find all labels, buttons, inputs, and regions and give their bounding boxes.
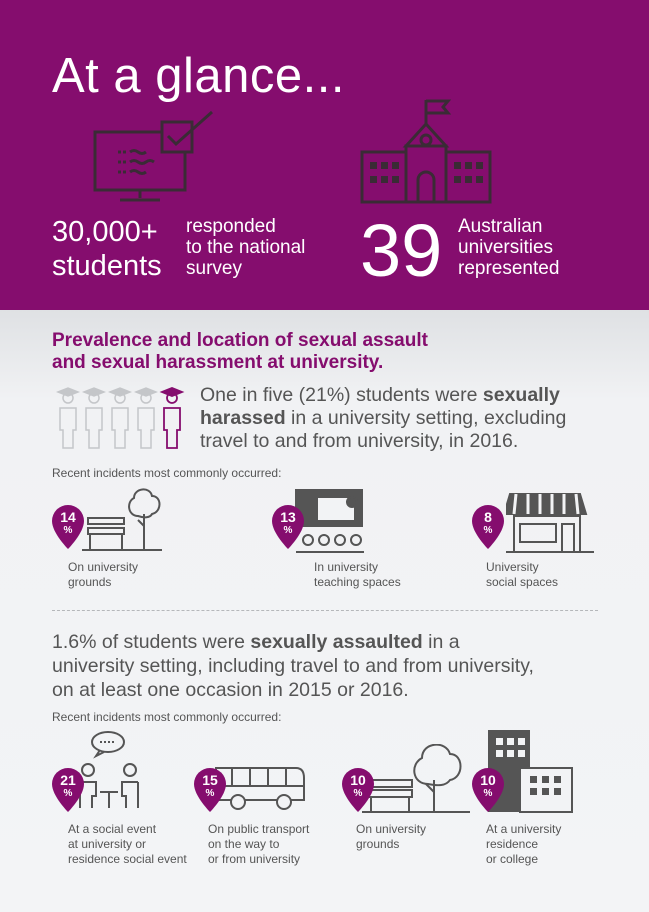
students-label: students (52, 250, 162, 282)
caption-line-2: at university or (68, 837, 147, 851)
bus-icon (212, 764, 308, 814)
heading-line-2: and sexual harassment at university. (52, 352, 384, 373)
assault-incidents-label: Recent incidents most commonly occurred: (52, 710, 282, 724)
responded-line-1: responded (186, 216, 276, 237)
pin-value: 21 (60, 772, 76, 788)
pin-value: 10 (480, 772, 496, 788)
page-title: At a glance... (52, 49, 346, 103)
university-building-icon (358, 96, 494, 208)
harassment-teaching-caption (314, 560, 401, 590)
universities-line-1: Australian (458, 216, 543, 237)
caption-line-2: on the way to (208, 837, 280, 851)
survey-computer-icon (90, 110, 215, 202)
pin-value: 14 (60, 509, 76, 525)
assault-line-3: on at least one occasion in 2015 or 2016. (52, 679, 409, 701)
harassment-bold-1: sexually (482, 384, 560, 406)
harassment-statistic (200, 384, 566, 453)
harassment-bold-2: harassed (200, 407, 286, 429)
park-bench-tree-icon (362, 744, 472, 814)
assault-line-1: 1.6% of students were (52, 631, 251, 653)
pin-percent: % (63, 788, 73, 799)
assault-transport-pin (194, 768, 226, 812)
assault-residence-pin (472, 768, 504, 812)
assault-grounds-caption (356, 822, 426, 852)
caption-line-1: On university (356, 822, 427, 836)
pin-percent: % (353, 788, 363, 799)
pin-percent: % (483, 788, 493, 799)
assault-statistic (52, 630, 534, 702)
caption-line-2: social spaces (486, 575, 559, 589)
pin-percent: % (283, 525, 293, 536)
assault-bold: sexually assaulted (250, 631, 423, 653)
caption-line-2: grounds (356, 837, 400, 851)
caption-line-1: On university (68, 560, 139, 574)
heading-line-1: Prevalence and location of sexual assault (52, 330, 428, 351)
assault-residence-caption (486, 822, 561, 867)
responded-line-2: to the national (186, 237, 306, 258)
pin-percent: % (483, 525, 493, 536)
teaching-classroom-icon (294, 488, 366, 554)
harassment-social-caption (486, 560, 558, 590)
harassment-line-2: in a university setting, excluding (285, 407, 567, 429)
assault-social-pin (52, 768, 84, 812)
responded-line-3: survey (186, 258, 242, 279)
caption-line-2: teaching spaces (314, 575, 401, 589)
pin-value: 8 (484, 509, 492, 525)
pin-value: 13 (280, 509, 296, 525)
harassment-grounds-caption (68, 560, 138, 590)
caption-line-1: On public transport (208, 822, 310, 836)
caption-line-3: residence social event (68, 852, 187, 866)
assault-line-1-post: in a (422, 631, 460, 653)
students-number: 30,000+ (52, 216, 158, 248)
universities-number: 39 (360, 209, 443, 292)
caption-line-3: or college (486, 852, 539, 866)
pin-percent: % (205, 788, 215, 799)
harassment-line-3: travel to and from university, in 2016. (200, 430, 519, 452)
section-heading (52, 330, 428, 374)
assault-social-caption (68, 822, 187, 867)
harassment-grounds-pin (52, 505, 84, 549)
park-bench-tree-icon (80, 486, 165, 554)
shop-storefront-icon (506, 490, 596, 554)
students-figures-icon (54, 386, 186, 452)
social-event-people-icon (72, 730, 154, 814)
harassment-line-1: One in five (21%) students were (200, 384, 483, 406)
universities-line-2: universities (458, 237, 554, 258)
harassment-incidents-label: Recent incidents most commonly occurred: (52, 466, 282, 480)
pin-value: 15 (202, 772, 218, 788)
caption-line-1: In university (314, 560, 379, 574)
caption-line-2: residence (486, 837, 539, 851)
universities-line-3: represented (458, 258, 560, 279)
caption-line-1: At a social event (68, 822, 157, 836)
harassment-social-pin (472, 505, 504, 549)
caption-line-1: University (486, 560, 539, 574)
pin-percent: % (63, 525, 73, 536)
section-divider (52, 610, 598, 611)
caption-line-3: or from university (208, 852, 301, 866)
header-banner (0, 0, 649, 310)
caption-line-1: At a university (486, 822, 562, 836)
assault-transport-caption (208, 822, 309, 867)
caption-line-2: grounds (68, 575, 112, 589)
assault-line-2: university setting, including travel to and from university, (52, 655, 534, 677)
assault-grounds-pin (342, 768, 374, 812)
harassment-teaching-pin (272, 505, 304, 549)
pin-value: 10 (350, 772, 366, 788)
